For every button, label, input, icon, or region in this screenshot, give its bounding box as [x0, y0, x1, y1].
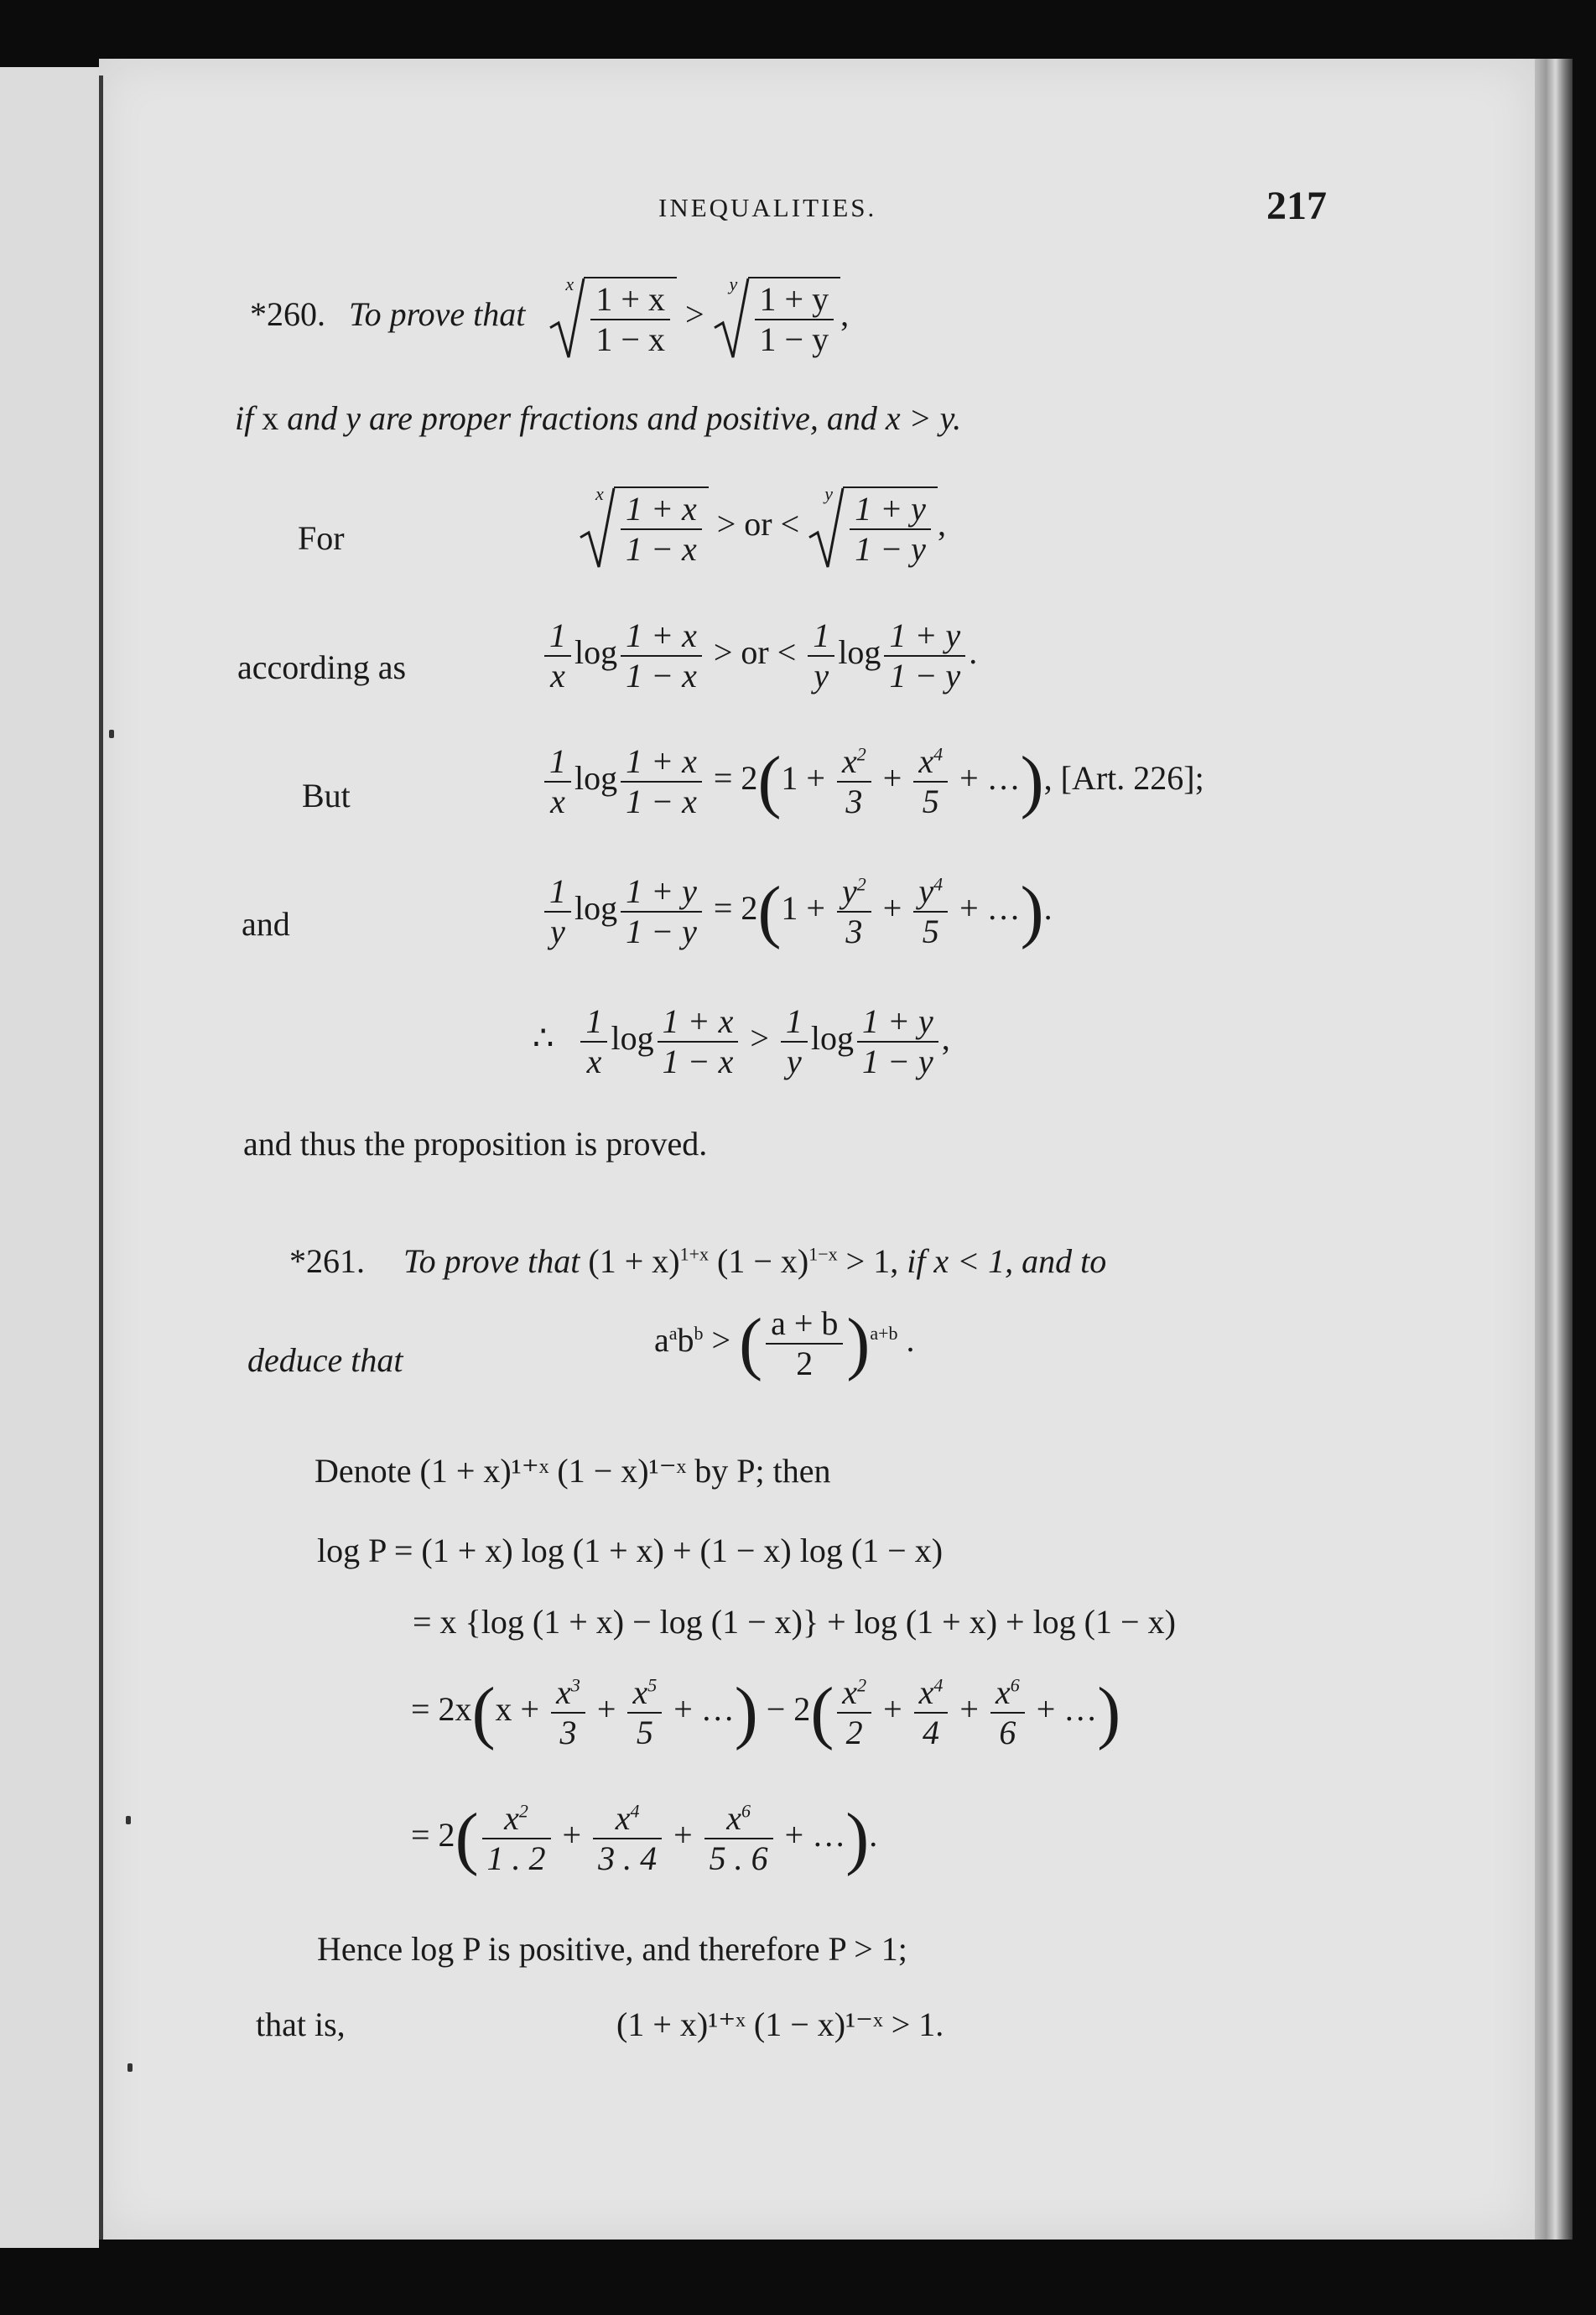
hence-line: Hence log P is positive, and therefore P > 1;	[317, 1930, 907, 1968]
final-inequality: (1 + x)¹⁺ˣ (1 − x)¹⁻ˣ > 1.	[616, 2005, 944, 2043]
article-lead: To prove that	[349, 295, 526, 334]
label-but: But	[302, 777, 351, 814]
conclusion-260: and thus the proposition is proved.	[243, 1125, 708, 1163]
article-260-condition: if x and y are proper fractions and positive, and x > y.	[235, 399, 962, 437]
step-4: = 2( $\frac{x^2}{1 . 2}$ + $\frac{x^4}{3 . 4}$ + $\frac{x^6}{5 . 6}$ + …).	[411, 1799, 878, 1877]
running-head: INEQUALITIES.	[658, 193, 877, 222]
equation-deduce: $a^ab^b$ > ( $\frac{a + b}{2}$ )$^{a+b}$ .	[654, 1304, 915, 1382]
page-stack-edge	[1535, 59, 1573, 2240]
radical-y: y $\frac{1 + y}{1 - y}$	[713, 277, 841, 359]
label-deduce-that: deduce that	[247, 1341, 403, 1379]
label-and: and	[242, 905, 290, 943]
scan-speck	[126, 1816, 131, 1824]
previous-page-edge	[0, 67, 99, 2248]
denote-line: Denote (1 + x)¹⁺ˣ (1 − x)¹⁻ˣ by P; then	[315, 1452, 831, 1490]
equation-and: $\frac{1}{y}$ log $\frac{1 + y}{1 - y}$ = 2(1 + $\frac{y^2}{3}$ + $\frac{y^4}{5}$ + …).	[541, 872, 1053, 951]
article-261-statement: *261. To prove that $(1 + x)^{1+x}$ $(1 - x)^{1-x} > 1$, if x < 1, and to	[289, 1242, 1107, 1280]
page-number: 217	[1266, 184, 1327, 228]
scan-speck	[127, 2063, 133, 2072]
step-2: = x {log (1 + x) − log (1 − x)} + log (1 + x) + log (1 − x)	[413, 1603, 1176, 1641]
label-that-is: that is,	[256, 2005, 346, 2043]
label-for: For	[298, 519, 345, 557]
equation-therefore: ∴ $\frac{1}{x}$ log $\frac{1 + x}{1 - x}$ > $\frac{1}{y}$ log $\frac{1 + y}{1 - y}$ ,	[533, 1002, 950, 1080]
radical-x: x $\frac{1 + x}{1 - x}$	[548, 277, 677, 359]
article-number: *260.	[250, 295, 325, 334]
scan-speck	[109, 730, 114, 738]
step-1: log P = (1 + x) log (1 + x) + (1 − x) log (1 − x)	[317, 1532, 944, 1569]
equation-for: x $\frac{1 + x}{1 - x}$ > or < y $\frac{1 + y}{1 - y}$ ,	[579, 486, 946, 569]
article-260-statement: *260. To prove that x $\frac{1 + x}{1 - x}$ > y $\frac{1 + y}{1 - y}$ ,	[250, 273, 850, 358]
equation-according: $\frac{1}{x}$ log $\frac{1 + x}{1 - x}$ > or < $\frac{1}{y}$ log $\frac{1 + y}{1 - y}$ .	[541, 616, 977, 695]
equation-but: $\frac{1}{x}$ log $\frac{1 + x}{1 - x}$ = 2(1 + $\frac{x^2}{3}$ + $\frac{x^4}{5}$ + …), [Art. 226];	[541, 742, 1204, 821]
page-gutter-line	[99, 75, 103, 2240]
step-3: = 2x(x + $\frac{x^3}{3}$ + $\frac{x^5}{5}$ + …) − 2( $\frac{x^2}{2}$ + $\frac{x^4}{4}$ + $\frac{x^6}{6}$ + …)	[411, 1673, 1121, 1751]
label-according-as: according as	[237, 648, 407, 686]
